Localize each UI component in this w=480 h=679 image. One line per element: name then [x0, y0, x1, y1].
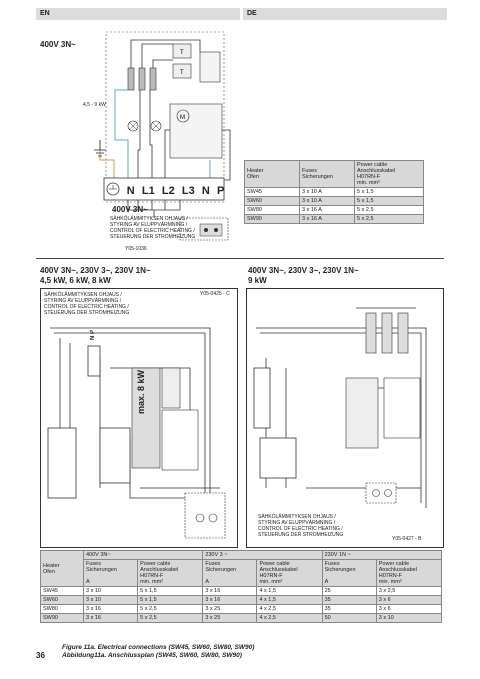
- np-terminal-block: [88, 346, 100, 376]
- top-voltage-title: 400V 3N~: [40, 40, 76, 49]
- figure-caption-en: Figure 11a. Electrical connections (SW45, SW60, SW80, SW90): [62, 644, 255, 651]
- mid-left-title-line-1: 400V 3N~, 230V 3~, 230V 1N~: [40, 266, 151, 275]
- table-row: SW60 3 x 10 5 x 1,5 3 x 16 4 x 1,5 35 3 x 6: [41, 596, 442, 605]
- supply-terminal-strip: [100, 428, 130, 483]
- big-table-cable-2: Power cable Anschlusskabel H07RN-F min. mm²: [257, 560, 322, 587]
- page-number: 36: [36, 651, 45, 660]
- mid-right-title-line-1: 400V 3N~, 230V 3~, 230V 1N~: [248, 266, 359, 275]
- big-table-group-230v-1n: 230V 1N ~: [322, 551, 441, 560]
- terminal-label-l3: L3: [181, 185, 195, 197]
- table-row: SW80 3 x 16 5 x 2,5 3 x 25 4 x 2,5 35 3 x 6: [41, 605, 442, 614]
- heating-element-2: [139, 68, 145, 90]
- heating-element-3: [150, 68, 156, 90]
- top-note-line-3: CONTROL OF ELECTRIC HEATING /: [110, 228, 195, 234]
- big-table-fuses-3: Fuses Sicherungen A: [322, 560, 376, 587]
- top-control-note: [110, 216, 195, 240]
- np-label: N P: [90, 330, 96, 341]
- heating-elements: [128, 68, 156, 90]
- mid-right-element-2: [382, 313, 392, 353]
- mid-right-wiring-diagram: [246, 288, 442, 546]
- top-note-line-4: STEUERUNG DER STROMHEIZUNG: [110, 234, 196, 240]
- language-tag-en: EN: [36, 8, 240, 20]
- mid-left-code: Y05-0425 - C: [200, 291, 230, 297]
- heating-element-1: [128, 68, 134, 90]
- big-table-fuses-2: Fuses Sicherungen A: [203, 560, 257, 587]
- top-diagram-code: Y05-1036: [125, 246, 147, 252]
- big-table-cable-1: Power cable Anschlusskabel H07RN-F min. mm²: [138, 560, 203, 587]
- terminal-label-p: P: [217, 185, 225, 197]
- big-table-group-230v-3: 230V 3 ~: [203, 551, 322, 560]
- small-table-header-fuses: Fuses Sicherungen: [300, 161, 355, 188]
- small-table-header-cable: Power cable Anschlusskabel H07RN-F min. mm²: [355, 161, 424, 188]
- fuse-table-small: [244, 160, 424, 224]
- table-row: SW45 3 x 10 A 5 x 1,5: [245, 188, 424, 197]
- mid-right-note-line-1: SÄHKÖLÄMMITYKSEN OHJAUS /: [258, 514, 336, 520]
- mid-right-code: Y05-0427 - B: [392, 536, 422, 542]
- mid-left-note-line-2: STYRING AV ELUPPVÄRMNING /: [44, 298, 122, 304]
- mid-left-title-line-2: 4,5 kW, 6 kW, 8 kW: [40, 276, 111, 285]
- mid-right-title: [248, 266, 359, 286]
- big-table-fuses-1: Fuses Sicherungen A: [84, 560, 138, 587]
- table-row: SW45 3 x 10 5 x 1,5 3 x 16 4 x 1,5 25 3 x 2,5: [41, 587, 442, 596]
- lower-voltage-label: 400V 3N~: [112, 205, 148, 214]
- mid-right-terminal-strip: [254, 368, 270, 428]
- contactor-box: [200, 52, 220, 82]
- table-row: SW60 3 x 10 A 5 x 1,5: [245, 197, 424, 206]
- mid-right-element-3: [398, 313, 408, 353]
- mid-left-title: [40, 266, 151, 286]
- relay-unit: [162, 410, 198, 470]
- mid-right-title-line-2: 9 kW: [248, 276, 267, 285]
- small-table-header-heater: Heater Ofen: [245, 161, 300, 188]
- mid-left-control-box: [185, 493, 225, 538]
- mid-right-note-line-4: STEUERUNG DER STROMHEIZUNG: [258, 532, 344, 538]
- top-note-line-2: STYRING AV ELUPPVÄRMNING /: [110, 222, 188, 228]
- mid-right-supply-strip: [260, 438, 296, 478]
- figure-caption: [62, 644, 254, 660]
- mid-right-note-line-2: STYRING AV ELUPPVÄRMNING /: [258, 520, 336, 526]
- mid-right-contactor: [384, 378, 420, 438]
- terminal-label-l1: L1: [141, 185, 155, 197]
- big-table-cable-3: Power cable Anschlusskabel H07RN-F min. mm²: [376, 560, 441, 587]
- svg-text:T: T: [180, 50, 184, 56]
- big-table-group-400v: 400V 3N~: [84, 551, 203, 560]
- svg-text:M: M: [180, 115, 185, 121]
- terminal-label-l2: L2: [161, 185, 175, 197]
- terminal-label-n: N: [126, 185, 135, 197]
- svg-text:T: T: [180, 70, 184, 76]
- control-terminal-strip: [48, 428, 76, 498]
- table-row: SW90 3 x 16 5 x 2,5 3 x 25 4 x 2,5 50 3 x 10: [41, 614, 442, 623]
- resistor-label: 4,5 - 9 kW: [83, 102, 106, 108]
- big-table-header-heater: Heater Ofen: [41, 551, 84, 587]
- relay-block: [170, 104, 222, 158]
- mid-right-element-1: [366, 313, 376, 353]
- mid-right-note-line-3: CONTROL OF ELECTRIC HEATING /: [258, 526, 343, 532]
- fuse-table-large: [40, 550, 442, 623]
- top-note-line-1: SÄHKÖLÄMMITYKSEN OHJAUS /: [110, 216, 188, 222]
- control-unit: [200, 224, 222, 236]
- table-row: SW80 3 x 16 A 5 x 2,5: [245, 206, 424, 215]
- terminal-labels: [104, 180, 228, 202]
- mid-right-control-note: [258, 514, 343, 538]
- mid-left-note-line-3: CONTROL OF ELECTRIC HEATING /: [44, 304, 129, 310]
- figure-caption-de: Abbildung11a. Anschlussplan (SW45, SW60, SW80, SW90): [62, 652, 242, 659]
- mid-left-note-line-4: STEUERUNG DER STROMHEIZUNG: [44, 310, 130, 316]
- language-tag-de: DE: [243, 8, 447, 20]
- mid-left-wiring-diagram: [40, 288, 236, 546]
- terminal-label-n2: N: [201, 185, 210, 197]
- earth-wires: [100, 140, 114, 180]
- mid-right-relay: [346, 378, 378, 448]
- section-divider: [36, 258, 444, 259]
- element-terminals: [162, 368, 180, 408]
- mid-left-note-line-1: SÄHKÖLÄMMITYKSEN OHJAUS /: [44, 292, 122, 298]
- max-power-label: max. 8 kW: [136, 370, 146, 415]
- table-row: SW90 3 x 16 A 5 x 2,5: [245, 215, 424, 224]
